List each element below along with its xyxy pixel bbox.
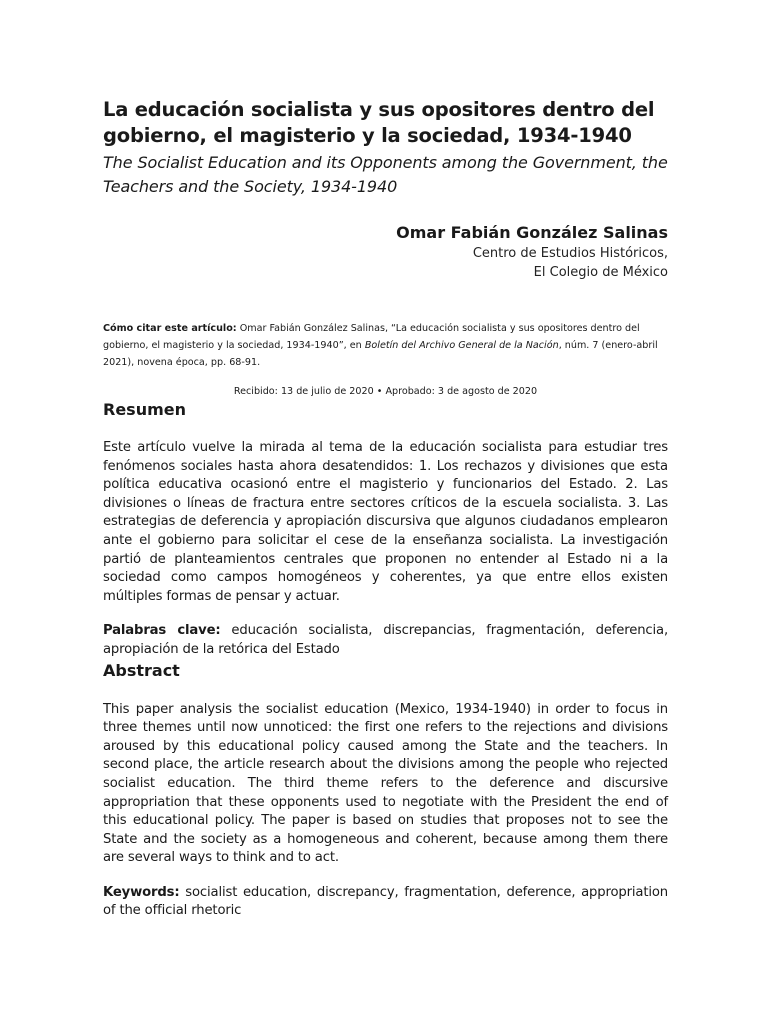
resumen-keywords-text: educación socialista, discrepancias, fragmentación, deferencia, apropiación de la retórica del Estado: [103, 623, 668, 657]
abstract-keywords-label: Keywords:: [103, 884, 180, 900]
abstract-heading: Abstract: [103, 660, 180, 680]
citation: [103, 320, 668, 371]
citation-text-after: , núm. 7 (enero-abril 2021), novena época, pp. 68-91.: [103, 340, 658, 368]
citation-label: Cómo citar este artículo:: [103, 323, 237, 334]
abstract-keywords: [103, 884, 668, 921]
abstract-text: This paper analysis the socialist education (Mexico, 1934-1940) in order to focus in three themes until now unnoticed: the first one refers to the rejections and divisions aroused by this educational policy caused among the State and the teachers. In second place, the article research about the divisions among the people who rejected socialist education. The third theme refers to the deference and discursive appropriation that these opponents used to negotiate with the President the end of this educational policy. The paper is based on studies that proposes not to see the State and the society as a homogeneous and coherent, because among them there are several ways to think and to act.: [103, 701, 668, 866]
resumen-text: Este artículo vuelve la mirada al tema de la educación socialista para estudiar tres fenómenos sociales hasta ahora desatendidos: 1. Los rechazos y divisiones que esta política educativa ocasionó entre el magisterio y funcionarios del Estado. 2. Las divisiones o líneas de fractura entre sectores críticos de la escuela socialista. 3. Las estrategias de deferencia y apropiación discursiva que algunos ciudadanos emplearon ante el gobierno para solicitar el cese de la enseñanza socialista. La investigación partió de planteamientos centrales que proponen no entender al Estado ni a la sociedad como campos homogéneos y coherentes, ya que entre ellos existen múltiples formas de pensar y actuar.: [103, 440, 668, 604]
resumen-keywords-label: Palabras clave:: [103, 623, 221, 639]
author-affiliation-line2: El Colegio de México: [533, 265, 668, 280]
author-block: [103, 222, 668, 282]
article-page: [103, 97, 668, 921]
resumen-keywords: [103, 622, 668, 659]
received-approved-dates: Recibido: 13 de julio de 2020 • Aprobado: 3 de agosto de 2020: [233, 386, 538, 397]
author-affiliation-line1: Centro de Estudios Históricos,: [472, 246, 668, 261]
article-title: La educación socialista y sus opositores dentro del gobierno, el magisterio y la sociedad, 1934-1940: [103, 98, 655, 147]
abstract-keywords-text: socialist education, discrepancy, fragmentation, deference, appropriation of the official rhetoric: [103, 884, 668, 919]
citation-text-before: Omar Fabián González Salinas, “La educación socialista y sus opositores dentro del gobierno, el magisterio y la sociedad, 1934-1940”, en: [103, 323, 640, 351]
author-name: Omar Fabián González Salinas: [396, 223, 668, 242]
resumen-heading: Resumen: [103, 400, 186, 419]
article-subtitle: The Socialist Education and its Opponents among the Government, the Teachers and the Society, 1934-1940: [103, 153, 668, 196]
citation-journal: Boletín del Archivo General de la Nación: [364, 340, 559, 351]
